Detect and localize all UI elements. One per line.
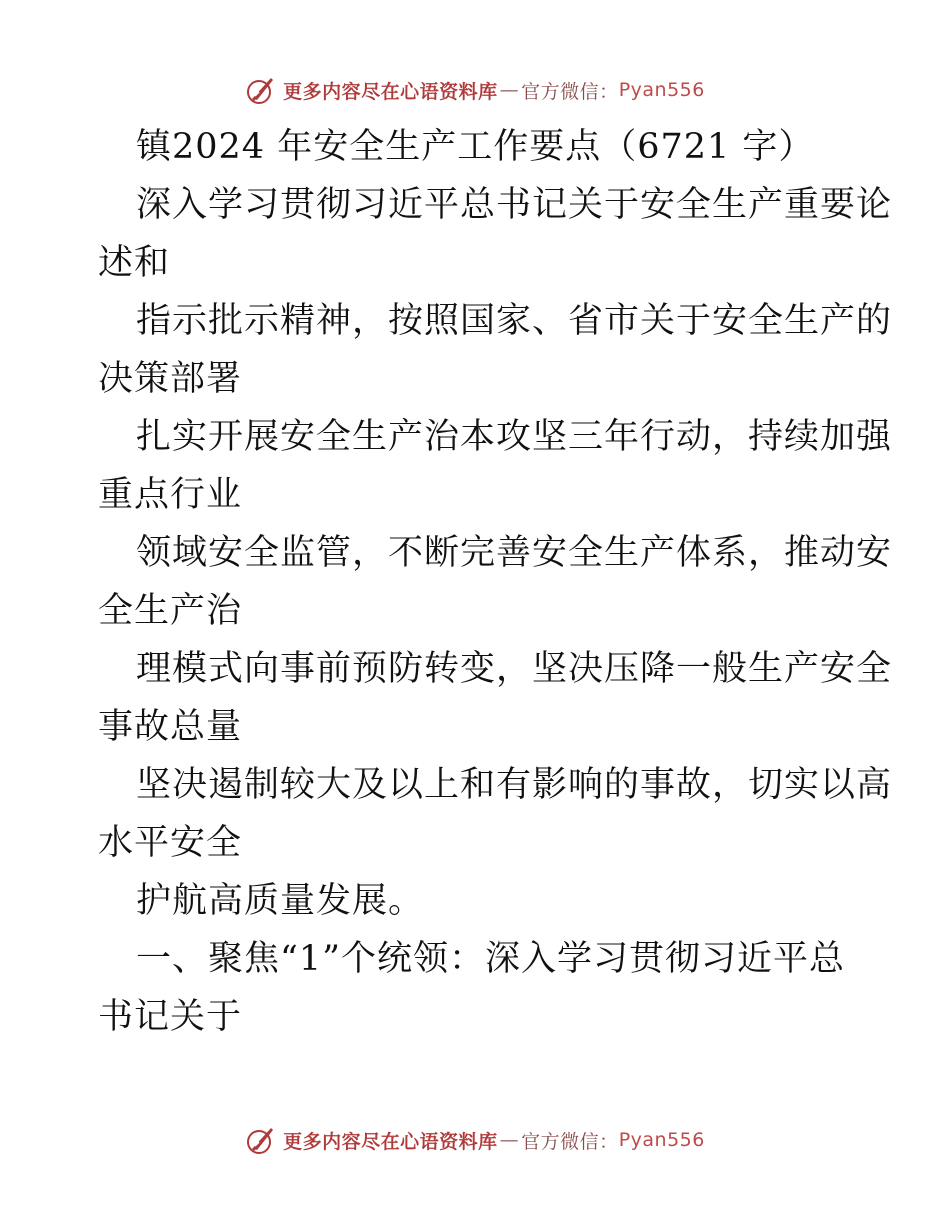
paragraph-line: 水平安全	[98, 823, 243, 863]
banner-wechat-id: Pyan556	[618, 79, 705, 101]
section-heading-line: 一、聚焦“1”个统领：深入学习贯彻习近平总	[136, 939, 846, 979]
paragraph-line: 坚决遏制较大及以上和有影响的事故，切实以高	[136, 765, 893, 805]
paragraph-line: 事故总量	[98, 707, 243, 747]
banner-wechat-id: Pyan556	[618, 1129, 705, 1151]
banner-separator: —	[499, 79, 520, 101]
banner-brand-text: 更多内容尽在心语资料库	[283, 1130, 498, 1153]
paragraph-line: 述和	[98, 243, 171, 283]
paragraph-line: 全生产治	[98, 591, 243, 631]
document-title: 镇2024 年安全生产工作要点（6721 字）	[136, 127, 815, 167]
banner-separator: —	[499, 1129, 520, 1151]
quill-pen-logo-icon	[245, 1124, 277, 1156]
paragraph-line: 指示批示精神，按照国家、省市关于安全生产的	[136, 301, 893, 341]
paragraph-line: 重点行业	[98, 475, 243, 515]
paragraph-line: 领域安全监管，不断完善安全生产体系，推动安	[136, 533, 893, 573]
banner-wechat-label: 官方微信：	[521, 1130, 619, 1153]
paragraph-line: 决策部署	[98, 359, 243, 399]
paragraph-line: 深入学习贯彻习近平总书记关于安全生产重要论	[136, 185, 893, 225]
quill-pen-logo-icon	[245, 74, 277, 106]
paragraph-line: 护航高质量发展。	[136, 881, 425, 921]
section-heading-line: 书记关于	[98, 997, 243, 1037]
banner-wechat-label: 官方微信：	[521, 80, 619, 103]
banner-brand-text: 更多内容尽在心语资料库	[283, 80, 498, 103]
paragraph-line: 扎实开展安全生产治本攻坚三年行动，持续加强	[136, 417, 893, 457]
footer-watermark-banner	[0, 1122, 950, 1158]
paragraph-line: 理模式向事前预防转变，坚决压降一般生产安全	[136, 649, 893, 689]
header-watermark-banner	[0, 72, 950, 108]
document-body	[98, 118, 893, 1046]
